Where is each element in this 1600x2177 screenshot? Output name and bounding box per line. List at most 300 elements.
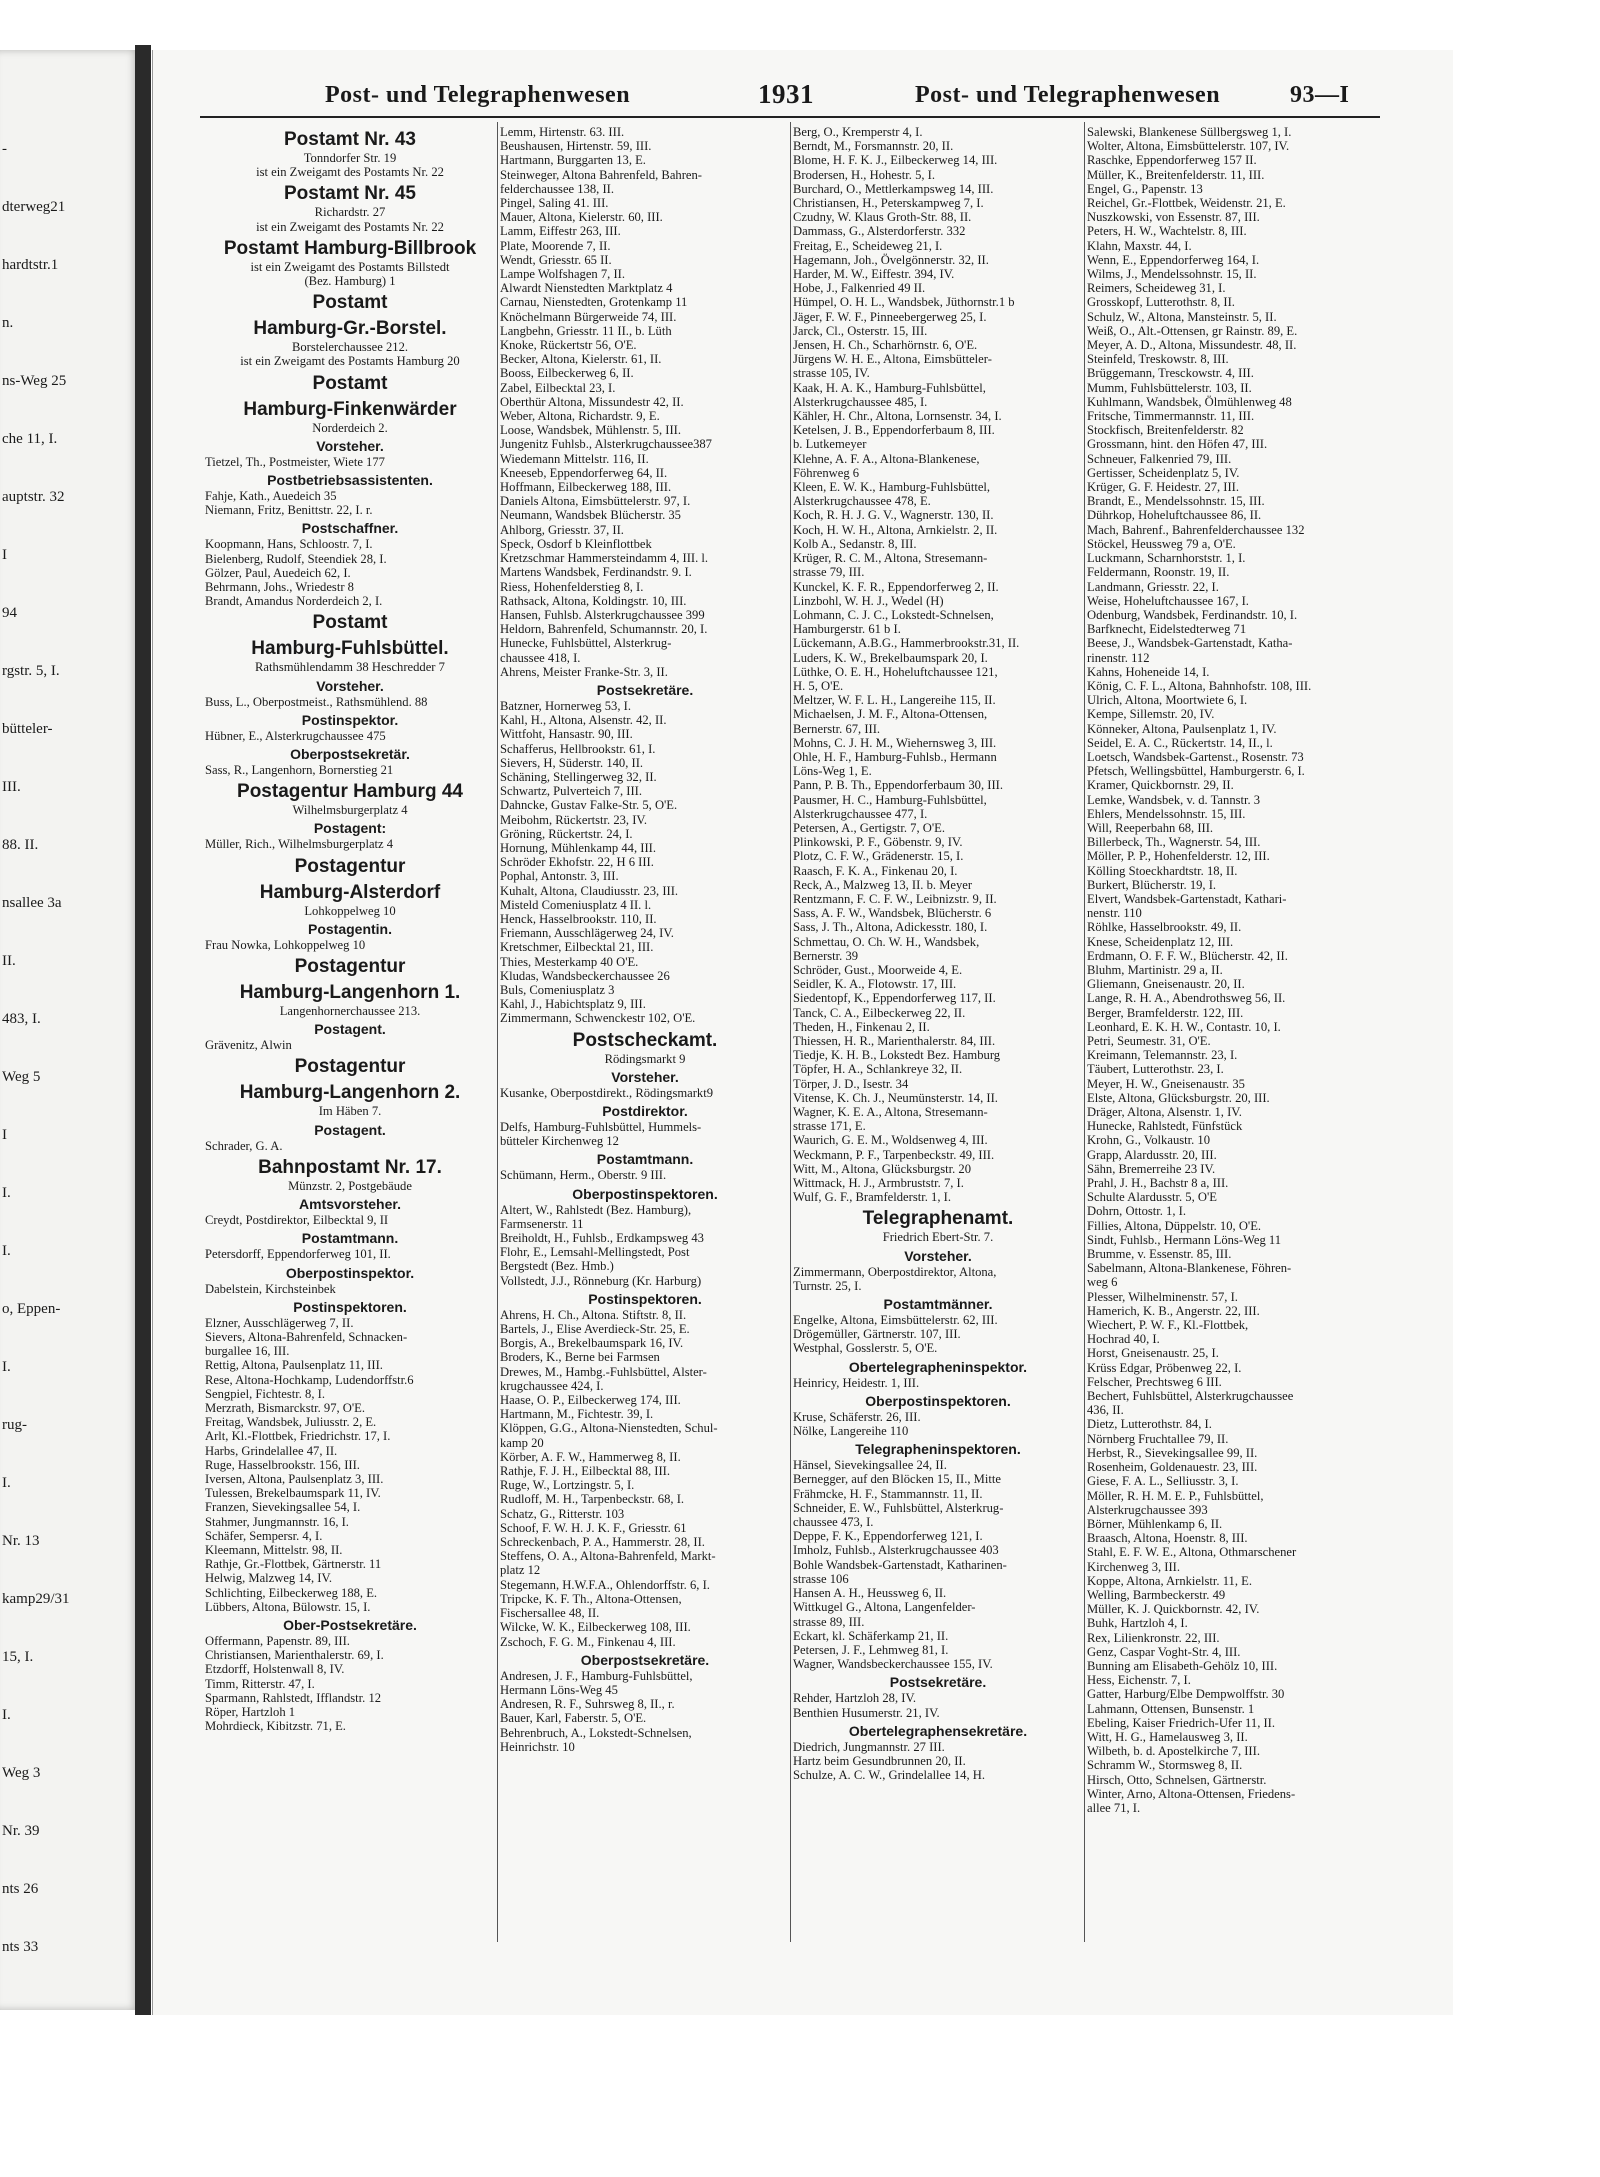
directory-entry: Grävenitz, Alwin xyxy=(205,1038,292,1053)
section-heading: Postinspektoren. xyxy=(293,1298,407,1315)
office-heading: Postamt xyxy=(312,612,388,634)
directory-entry: Kludas, Wandsbeckerchaussee 26 xyxy=(500,968,670,983)
directory-entry: Pfetsch, Wellingsbüttel, Hamburgerstr. 6, I. xyxy=(1087,764,1305,779)
directory-entry: Deppe, F. K., Eppendorferweg 121, I. xyxy=(793,1529,983,1544)
running-title-left: Post- und Telegraphenwesen xyxy=(325,82,631,108)
directory-entry: Mumm, Fuhlsbüttelerstr. 103, II. xyxy=(1087,380,1252,395)
directory-entry: Täubert, Lutterothstr. 23, I. xyxy=(1087,1062,1224,1077)
previous-page-fragment: I xyxy=(2,1127,7,1143)
directory-entry: Elzner, Ausschlägerweg 7, II. xyxy=(205,1315,354,1330)
directory-entry: Buhk, Hartzloh 4, I. xyxy=(1087,1616,1188,1631)
previous-page-fragment: bütteler- xyxy=(2,721,53,737)
directory-entry: Hochrad 40, I. xyxy=(1087,1332,1160,1347)
directory-entry: Hartmann, Burggarten 13, E. xyxy=(500,153,646,168)
directory-entry: Horst, Gneisenaustr. 25, I. xyxy=(1087,1346,1219,1361)
directory-entry: Wittkugel G., Altona, Langenfelder- xyxy=(793,1600,976,1615)
directory-entry: Wittmack, H. J., Armbruststr. 7, I. xyxy=(793,1176,964,1191)
directory-entry: Schneider, E. W., Fuhlsbüttel, Alsterkrug- xyxy=(793,1500,1004,1515)
directory-entry: Tripcke, K. F. Th., Altona-Ottensen, xyxy=(500,1591,682,1606)
directory-entry: Drögemüller, Gärtnerstr. 107, III. xyxy=(793,1327,961,1342)
directory-entry: Kolb A., Sedanstr. 8, III. xyxy=(793,536,917,551)
directory-entry: Knoke, Rückertstr 56, O'E. xyxy=(500,338,637,353)
directory-entry: Michaelsen, J. M. F., Altona-Ottensen, xyxy=(793,707,988,722)
directory-entry: Beushausen, Hirtenstr. 59, III. xyxy=(500,139,652,154)
directory-entry: Elste, Altona, Glücksburgstr. 20, III. xyxy=(1087,1090,1270,1105)
directory-entry: Breiholdt, H., Fuhlsb., Erdkampsweg 43 xyxy=(500,1231,704,1246)
directory-entry: Imholz, Fuhlsb., Alsterkrugchaussee 403 xyxy=(793,1543,999,1558)
office-address: Friedrich Ebert-Str. 7. xyxy=(882,1230,994,1245)
office-heading: Hamburg-Finkenwärder xyxy=(243,398,457,420)
directory-entry: Hornung, Mühlenkamp 44, III. xyxy=(500,840,656,855)
directory-entry: Stahl, E. F. W. E., Altona, Othmarschener xyxy=(1087,1545,1297,1560)
directory-entry: Körber, A. F. W., Hammerweg 8, II. xyxy=(500,1449,681,1464)
previous-page-fragment: I. xyxy=(2,1359,11,1375)
directory-entry: Kähler, H. Chr., Altona, Lornsenstr. 34, I. xyxy=(793,409,1002,424)
directory-entry: Salewski, Blankenese Süllbergsweg 1, I. xyxy=(1087,125,1292,139)
directory-entry: Witt, H. G., Hamelausweg 3, II. xyxy=(1087,1729,1248,1744)
directory-entry: Berndt, M., Forsmannstr. 20, II. xyxy=(793,139,954,154)
directory-entry: Raasch, F. K. A., Finkenau 20, I. xyxy=(793,863,958,878)
directory-entry: Röhlke, Hasselbrookstr. 49, II. xyxy=(1087,920,1242,935)
directory-entry: Andresen, R. F., Suhrsweg 8, II., r. xyxy=(500,1697,675,1712)
directory-entry: Odenburg, Wandsbek, Ferdinandstr. 10, I. xyxy=(1087,607,1298,622)
directory-entry: Schreckenbach, P. A., Hammerstr. 28, II. xyxy=(500,1535,705,1550)
directory-entry: Jarck, Cl., Osterstr. 15, III. xyxy=(793,323,928,338)
directory-entry: Hübner, E., Alsterkrugchaussee 475 xyxy=(205,728,386,743)
section-heading: Postamtmänner. xyxy=(883,1296,993,1313)
directory-entry: Löns-Weg 1, E. xyxy=(793,764,872,779)
directory-entry: Frähmcke, H. F., Stammannstr. 11, II. xyxy=(793,1486,983,1501)
directory-entry: Leonhard, E. K. H. W., Contastr. 10, I. xyxy=(1087,1019,1281,1034)
directory-entry: Ohle, H. F., Hamburg-Fuhlsb., Hermann xyxy=(793,749,997,764)
directory-entry: Sähn, Bremerreihe 23 IV. xyxy=(1087,1161,1216,1176)
directory-entry: Oberthür Altona, Missundestr 42, II. xyxy=(500,394,684,409)
directory-entry: Rese, Altona-Hochkamp, Ludendorffstr.6 xyxy=(205,1372,414,1387)
directory-entry: Hamerich, K. B., Angerstr. 22, III. xyxy=(1087,1303,1260,1318)
section-heading: Obertelegraphensekretäre. xyxy=(848,1722,1028,1739)
previous-page-fragment: kamp29/31 xyxy=(2,1591,70,1607)
column-2 xyxy=(500,125,790,1754)
directory-entry: Rentzmann, F. C. F. W., Leibnizstr. 9, II. xyxy=(793,891,997,906)
directory-entry: Röper, Hartzloh 1 xyxy=(205,1704,296,1719)
directory-entry: Bunning am Elisabeth-Gehölz 10, III. xyxy=(1087,1658,1278,1673)
previous-page-fragment: I. xyxy=(2,1707,11,1723)
directory-entry: Schoof, F. W. H. J. K. F., Griesstr. 61 xyxy=(500,1520,687,1535)
directory-entry: Bluhm, Martinistr. 29 a, II. xyxy=(1087,962,1223,977)
office-address: Borstelerchaussee 212. xyxy=(291,340,409,355)
previous-page-fragment: I. xyxy=(2,1475,11,1491)
section-heading: Postagent. xyxy=(314,1121,386,1138)
directory-entry: Krüger, G. F. Heidestr. 27, III. xyxy=(1087,480,1240,495)
directory-entry: Kahns, Hoheneide 14, I. xyxy=(1087,664,1210,679)
directory-entry: Brüggemann, Tresckowstr. 4, III. xyxy=(1087,366,1254,381)
directory-entry: Raschke, Eppendorferweg 157 II. xyxy=(1087,153,1257,168)
directory-entry: Hänsel, Sievekingsallee 24, II. xyxy=(793,1458,947,1473)
directory-entry: H. 5, O'E. xyxy=(793,678,844,693)
directory-entry: Gertisser, Scheidenplatz 5, IV. xyxy=(1087,465,1240,480)
previous-page-fragment: - xyxy=(2,141,7,157)
previous-page-fragment: 88. II. xyxy=(2,837,39,853)
office-heading: Postagentur xyxy=(294,956,406,978)
directory-entry: Beese, J., Wandsbek-Gartenstadt, Katha- xyxy=(1087,636,1293,651)
directory-entry: Bechert, Fuhlsbüttel, Alsterkrugchaussee xyxy=(1087,1389,1294,1404)
directory-entry: Klöppen, G.G., Altona-Nienstedten, Schul- xyxy=(500,1421,718,1436)
directory-entry: Dabelstein, Kirchsteinbek xyxy=(205,1281,336,1296)
directory-entry: Gatter, Harburg/Elbe Dempwolffstr. 30 xyxy=(1087,1687,1285,1702)
directory-entry: Batzner, Hornerweg 53, I. xyxy=(500,698,631,713)
directory-entry: Sass, J. Th., Altona, Adickesstr. 180, I. xyxy=(793,920,988,935)
directory-entry: Hagemann, Joh., Övelgönnerstr. 32, II. xyxy=(793,252,989,267)
section-heading: Vorsteher. xyxy=(611,1068,679,1085)
directory-entry: Weise, Hoheluftchaussee 167, I. xyxy=(1087,593,1249,608)
directory-entry: Berg, O., Kremperstr 4, I. xyxy=(793,125,923,139)
directory-entry: Vollstedt, J.J., Rönneburg (Kr. Harburg) xyxy=(500,1273,702,1288)
section-heading: Postschaffner. xyxy=(301,520,399,537)
directory-entry: Schafferus, Hellbrookstr. 61, I. xyxy=(500,741,656,756)
directory-entry: Gliemann, Gneisenaustr. 20, II. xyxy=(1087,977,1245,992)
directory-entry: Koch, H. W. H., Altona, Arnkielstr. 2, II. xyxy=(793,522,998,537)
directory-entry: Misteld Comeniusplatz 4 II. l. xyxy=(500,897,652,912)
directory-entry: Reichel, Gr.-Flottbek, Weidenstr. 21, E. xyxy=(1087,196,1286,211)
directory-entry: Knöchelmann Bürgerweide 74, III. xyxy=(500,309,677,324)
directory-entry: Gröning, Rückertstr. 24, I. xyxy=(500,826,633,841)
directory-entry: Bernegger, auf den Blöcken 15, II., Mitte xyxy=(793,1472,1001,1487)
directory-entry: Schröder, Gust., Moorweide 4, E. xyxy=(793,962,963,977)
directory-entry: Engelke, Altona, Eimsbüttelerstr. 62, III. xyxy=(793,1313,998,1328)
directory-entry: Kleen, E. W. K., Hamburg-Fuhlsbüttel, xyxy=(793,480,991,495)
directory-entry: Dahncke, Gustav Falke-Str. 5, O'E. xyxy=(500,798,678,813)
directory-entry: Bartels, J., Elise Averdieck-Str. 25, E. xyxy=(500,1322,690,1337)
directory-entry: Steinfeld, Treskowstr. 8, III. xyxy=(1087,352,1229,367)
directory-entry: Sass, R., Langenhorn, Bornerstieg 21 xyxy=(205,763,394,778)
directory-entry: Ebeling, Kaiser Friedrich-Ufer 11, II. xyxy=(1087,1715,1276,1730)
directory-entry: Schäning, Stellingerweg 32, II. xyxy=(500,769,657,784)
office-address: ist ein Zweigamt des Postamts Billstedt xyxy=(250,259,450,274)
directory-entry: Seidel, E. A. C., Rückertstr. 14, II., l. xyxy=(1087,735,1273,750)
directory-entry: Kruse, Schäferstr. 26, III. xyxy=(793,1409,921,1424)
directory-entry: Töpfer, H. A., Schlankreye 32, II. xyxy=(793,1062,963,1077)
directory-entry: Fischersallee 48, II. xyxy=(500,1606,600,1621)
section-heading: Postamtmann. xyxy=(596,1151,694,1168)
previous-page-fragment: dterweg21 xyxy=(2,199,66,215)
column-divider xyxy=(497,122,498,1942)
directory-entry: Heldorn, Bahrenfeld, Schumannstr. 20, I. xyxy=(500,622,708,637)
directory-entry: Tiedje, K. H. B., Lokstedt Bez. Hamburg xyxy=(793,1048,1001,1063)
directory-entry: Pophal, Antonstr. 3, III. xyxy=(500,869,619,884)
directory-entry: Helwig, Malzweg 14, IV. xyxy=(205,1571,333,1586)
directory-entry: Mohns, C. J. H. M., Wiehernsweg 3, III. xyxy=(793,735,997,750)
directory-entry: Pingel, Saling 41. III. xyxy=(500,196,609,211)
directory-entry: Kleemann, Mittelstr. 98, II. xyxy=(205,1542,343,1557)
directory-entry: Wilbeth, b. d. Apostelkirche 7, III. xyxy=(1087,1744,1260,1759)
section-heading: Vorsteher. xyxy=(316,677,384,694)
previous-page-fragment: hardtstr.1 xyxy=(2,257,59,273)
directory-entry: Drewes, M., Hambg.-Fuhlsbüttel, Alster- xyxy=(500,1364,707,1379)
directory-entry: Kahl, J., Habichtsplatz 9, III. xyxy=(500,997,646,1012)
directory-entry: Friemann, Ausschlägerweg 24, IV. xyxy=(500,926,674,941)
previous-page-fragment: Nr. 39 xyxy=(2,1823,40,1839)
office-heading: Hamburg-Gr.-Borstel. xyxy=(253,318,447,340)
office-address: Rödingsmarkt 9 xyxy=(604,1051,686,1066)
directory-entry: Hirsch, Otto, Schnelsen, Gärtnerstr. xyxy=(1087,1772,1267,1787)
directory-entry: strasse 106 xyxy=(793,1571,849,1586)
directory-entry: Sievers, H, Süderstr. 140, II. xyxy=(500,755,644,770)
directory-entry: Krüss Edgar, Pröbenweg 22, I. xyxy=(1087,1360,1242,1375)
directory-entry: Witt, M., Altona, Glücksburgstr. 20 xyxy=(793,1161,972,1176)
office-heading: Hamburg-Fuhlsbüttel. xyxy=(251,638,449,660)
directory-entry: Zimmermann, Schwenckestr 102, O'E. xyxy=(500,1011,696,1026)
directory-entry: Sabelmann, Altona-Blankenese, Föhren- xyxy=(1087,1261,1292,1276)
directory-entry: Elvert, Wandsbek-Gartenstadt, Kathari- xyxy=(1087,891,1287,906)
directory-entry: Dammass, G., Alsterdorferstr. 332 xyxy=(793,224,966,239)
directory-entry: Mohrdieck, Kibitzstr. 71, E. xyxy=(205,1719,346,1734)
directory-entry: Booss, Eilbeckerweg 6, II. xyxy=(500,366,634,381)
directory-entry: Schlichting, Eilbeckerweg 188, E. xyxy=(205,1585,378,1600)
directory-entry: Wolter, Altona, Eimsbüttelerstr. 107, IV. xyxy=(1087,139,1290,154)
column-4 xyxy=(1087,125,1382,1815)
directory-entry: Langbehn, Griesstr. 11 II., b. Lüth xyxy=(500,323,672,338)
previous-page-fragment: 483, I. xyxy=(2,1011,41,1027)
directory-entry: Ketelsen, J. B., Eppendorferbaum 8, III. xyxy=(793,423,995,438)
previous-page-fragment: n. xyxy=(2,315,14,331)
directory-entry: Rudloff, M. H., Tarpenbeckstr. 68, I. xyxy=(500,1492,685,1507)
directory-entry: Börner, Mühlenkamp 6, II. xyxy=(1087,1516,1223,1531)
previous-page-fragment: nsallee 3a xyxy=(2,895,62,911)
directory-entry: Plate, Moorende 7, II. xyxy=(500,238,611,253)
directory-entry: Meyer, H. W., Gneisenaustr. 35 xyxy=(1087,1076,1245,1091)
directory-entry: Heinrichstr. 10 xyxy=(500,1739,575,1754)
section-heading: Telegrapheninspektoren. xyxy=(855,1441,1021,1458)
directory-entry: chaussee 418, I. xyxy=(500,650,581,665)
directory-entry: Schmettau, O. Ch. W. H., Wandsbek, xyxy=(793,934,980,949)
directory-entry: Hartz beim Gesundbrunnen 20, II. xyxy=(793,1753,966,1768)
directory-entry: Henck, Hasselbrookstr. 110, II. xyxy=(500,911,657,926)
directory-entry: Bauer, Karl, Faberstr. 5, O'E. xyxy=(500,1711,647,1726)
directory-entry: Jensen, H. Ch., Scharhörnstr. 6, O'E. xyxy=(793,338,978,353)
office-address: Rathsmühlendamm 38 Heschredder 7 xyxy=(255,660,445,675)
office-heading: Postamt xyxy=(312,372,388,394)
directory-entry: Linzbohl, W. H. J., Wedel (H) xyxy=(793,593,944,608)
directory-entry: Thiessen, H. R., Marienthalerstr. 84, III. xyxy=(793,1034,996,1048)
directory-entry: Engel, G., Papenstr. 13 xyxy=(1087,181,1203,196)
directory-entry: Brandt, E., Mendelssohnstr. 15, III. xyxy=(1087,494,1265,509)
section-heading: Oberpostinspektor. xyxy=(285,1264,415,1281)
directory-entry: Barfknecht, Eidelstedterweg 71 xyxy=(1087,622,1247,637)
directory-entry: Rathje, Gr.-Flottbek, Gärtnerstr. 11 xyxy=(205,1557,382,1572)
directory-entry: Sengpiel, Fichtestr. 8, I. xyxy=(205,1386,325,1401)
office-address: Richardstr. 27 xyxy=(314,205,386,220)
directory-entry: Brandt, Amandus Norderdeich 2, I. xyxy=(205,594,383,609)
directory-entry: Iversen, Altona, Paulsenplatz 3, III. xyxy=(205,1471,384,1486)
directory-entry: Rosenheim, Goldenauestr. 23, III. xyxy=(1087,1460,1258,1475)
directory-entry: nenstr. 110 xyxy=(1087,906,1142,921)
directory-entry: Weiß, O., Alt.-Ottensen, gr Rainstr. 89, E. xyxy=(1087,323,1298,338)
directory-entry: Offermann, Papenstr. 89, III. xyxy=(205,1633,350,1648)
previous-page-fragment: nts 33 xyxy=(2,1939,39,1955)
directory-entry: allee 71, I. xyxy=(1087,1800,1141,1815)
directory-entry: Zschoch, F. G. M., Finkenau 4, III. xyxy=(500,1634,676,1649)
directory-entry: König, C. F. L., Altona, Bahnhofstr. 108, III. xyxy=(1087,678,1312,693)
directory-entry: strasse 105, IV. xyxy=(793,366,870,381)
directory-entry: Schwartz, Pulverteich 7, III. xyxy=(500,784,642,799)
directory-entry: Prahl, J. H., Bachstr 8 a, III. xyxy=(1087,1176,1229,1191)
directory-entry: Schulte Alardusstr. 5, O'E xyxy=(1087,1190,1217,1205)
directory-entry: Benthien Husumerstr. 21, IV. xyxy=(793,1705,940,1720)
directory-entry: Hess, Eichenstr. 7, I. xyxy=(1087,1673,1191,1688)
office-address: Tonndorfer Str. 19 xyxy=(303,151,397,165)
directory-entry: Carnau, Nienstedten, Grotenkamp 11 xyxy=(500,295,688,310)
office-address: Norderdeich 2. xyxy=(312,420,388,435)
directory-entry: Hartmann, M., Fichtestr. 39, I. xyxy=(500,1407,654,1422)
directory-entry: Möller, R. H. M. E. P., Fuhlsbüttel, xyxy=(1087,1488,1264,1503)
section-heading: Oberpostinspektoren. xyxy=(572,1185,718,1202)
directory-entry: felderchaussee 138, II. xyxy=(500,181,614,196)
office-heading: Postamt Nr. 45 xyxy=(284,183,416,205)
directory-entry: Hamburgerstr. 61 b I. xyxy=(793,622,901,637)
previous-page-fragment: o, Eppen- xyxy=(2,1301,61,1317)
directory-entry: Wiechert, P. W. F., Kl.-Flottbek, xyxy=(1087,1318,1249,1333)
section-heading: Vorsteher. xyxy=(904,1247,972,1264)
directory-entry: Wagner, K. E. A., Altona, Stresemann- xyxy=(793,1105,988,1120)
previous-page-fragment: II. xyxy=(2,953,16,969)
directory-entry: Welling, Barmbeckerstr. 49 xyxy=(1087,1587,1226,1602)
directory-entry: Hunecke, Fuhlsbüttel, Alsterkrug- xyxy=(500,636,672,651)
previous-page-fragment: auptstr. 32 xyxy=(2,489,65,505)
column-3 xyxy=(793,125,1083,1782)
directory-entry: Kuhlmann, Wandsbek, Ölmühlenweg 48 xyxy=(1087,394,1292,409)
previous-page-fragment: I. xyxy=(2,1185,11,1201)
directory-entry: Bohle Wandsbek-Gartenstadt, Katharinen- xyxy=(793,1557,1007,1572)
directory-entry: Felscher, Prechtsweg 6 III. xyxy=(1087,1374,1222,1389)
previous-page-fragment: Weg 5 xyxy=(2,1069,41,1085)
directory-entry: Lüthke, O. E. H., Hoheluftchaussee 121, xyxy=(793,664,998,679)
book-gutter xyxy=(135,45,151,2015)
directory-entry: Wendt, Griesstr. 65 II. xyxy=(500,252,612,267)
directory-entry: Nuszkowski, von Essenstr. 87, III. xyxy=(1087,210,1260,225)
previous-page-fragment: Weg 3 xyxy=(2,1765,41,1781)
directory-entry: strasse 89, III. xyxy=(793,1614,865,1629)
directory-entry: Loose, Wandsbek, Mühlenstr. 5, III. xyxy=(500,423,681,438)
directory-entry: Plesser, Wilhelminenstr. 57, I. xyxy=(1087,1289,1238,1304)
directory-entry: Schümann, Herm., Oberstr. 9 III. xyxy=(500,1168,667,1183)
directory-entry: Wittfoht, Hansastr. 90, III. xyxy=(500,727,633,742)
directory-entry: Wenn, E., Eppendorferweg 164, I. xyxy=(1087,252,1260,267)
directory-entry: Steinweger, Altona Bahrenfeld, Bahren- xyxy=(500,167,702,182)
directory-entry: Rathsack, Altona, Koldingstr. 10, III. xyxy=(500,593,687,608)
directory-entry: Arlt, Kl.-Flottbek, Friedrichstr. 17, I. xyxy=(205,1429,391,1444)
directory-entry: Jungenitz Fuhlsb., Alsterkrugchaussee387 xyxy=(500,437,712,452)
directory-entry: Hermann Löns-Weg 45 xyxy=(500,1682,618,1697)
directory-entry: Zabel, Eilbecktal 23, I. xyxy=(500,380,616,395)
directory-entry: Lohmann, C. J. C., Lokstedt-Schnelsen, xyxy=(793,607,994,622)
section-heading: Postsekretäre. xyxy=(889,1674,987,1691)
directory-entry: Reimers, Scheideweg 31, I. xyxy=(1087,281,1226,296)
directory-entry: Gölzer, Paul, Auedeich 62, I. xyxy=(205,565,351,580)
directory-entry: Delfs, Hamburg-Fuhlsbüttel, Hummels- xyxy=(500,1120,702,1134)
directory-entry: Sievers, Altona-Bahrenfeld, Schnacken- xyxy=(205,1329,408,1344)
directory-entry: Sindt, Fuhlsb., Hermann Löns-Weg 11 xyxy=(1087,1232,1282,1247)
directory-entry: Kuhalt, Altona, Claudiusstr. 23, III. xyxy=(500,883,679,898)
directory-entry: Daniels Altona, Eimsbüttelerstr. 97, I. xyxy=(500,494,691,509)
directory-entry: Mach, Bahrenf., Bahrenfelderchaussee 132 xyxy=(1087,522,1305,537)
directory-entry: Creydt, Postdirektor, Eilbecktal 9, II xyxy=(205,1213,389,1228)
office-address: ist ein Zweigamt des Postamts Nr. 22 xyxy=(256,219,444,234)
directory-entry: Frau Nowka, Lohkoppelweg 10 xyxy=(205,937,366,952)
directory-entry: Grosskopf, Lutterothstr. 8, II. xyxy=(1087,295,1235,310)
directory-entry: Petri, Seumestr. 31, O'E. xyxy=(1087,1034,1211,1048)
directory-entry: Wulf, G. F., Bramfelderstr. 1, I. xyxy=(793,1190,951,1205)
directory-entry: Krüger, R. C. M., Altona, Stresemann- xyxy=(793,551,988,566)
directory-entry: Wagner, Wandsbeckerchaussee 155, IV. xyxy=(793,1657,993,1672)
directory-entry: Herbst, R., Sievekingsallee 99, II. xyxy=(1087,1445,1258,1460)
section-heading: Obertelegrapheninspektor. xyxy=(848,1358,1028,1375)
directory-entry: Burkert, Blücherstr. 19, I. xyxy=(1087,877,1217,892)
directory-entry: Ehlers, Mendelssohnstr. 15, III. xyxy=(1087,806,1246,821)
directory-entry: Grossmann, hint. den Höfen 47, III. xyxy=(1087,437,1268,452)
directory-entry: Dietz, Lutterothstr. 84, I. xyxy=(1087,1417,1212,1432)
directory-entry: Sparmann, Rahlstedt, Ifflandstr. 12 xyxy=(205,1690,382,1705)
directory-entry: Peters, H. W., Wachtelstr. 8, III. xyxy=(1087,224,1247,239)
directory-entry: Christiansen, Marienthalerstr. 69, I. xyxy=(205,1648,384,1663)
directory-entry: Czudny, W. Klaus Groth-Str. 88, II. xyxy=(793,210,972,225)
section-heading: Postsekretäre. xyxy=(596,681,694,698)
previous-page-fragment: ns-Weg 25 xyxy=(2,373,67,389)
directory-entry: platz 12 xyxy=(500,1563,541,1578)
office-address: (Bez. Hamburg) 1 xyxy=(304,274,396,289)
directory-entry: Landmann, Griesstr. 22, I. xyxy=(1087,579,1219,594)
office-heading: Hamburg-Langenhorn 1. xyxy=(239,982,461,1004)
directory-entry: Müller, Rich., Wilhelmsburgerplatz 4 xyxy=(205,837,394,852)
directory-entry: Petersdorff, Eppendorferweg 101, II. xyxy=(205,1247,391,1262)
directory-entry: Tulessen, Brekelbaumspark 11, IV. xyxy=(205,1486,381,1501)
office-heading: Postagentur xyxy=(294,855,406,877)
directory-entry: Kretschmer, Eilbecktal 21, III. xyxy=(500,940,654,955)
directory-entry: krugchaussee 424, I. xyxy=(500,1378,604,1393)
directory-entry: Koppe, Altona, Arnkielstr. 11, E. xyxy=(1087,1573,1252,1588)
directory-entry: Harbs, Grindelallee 47, II. xyxy=(205,1443,338,1458)
office-address: Langenhornerchaussee 213. xyxy=(279,1004,421,1019)
directory-entry: Luders, K. W., Brekelbaumspark 20, I. xyxy=(793,650,988,665)
directory-entry: Martens Wandsbek, Ferdinandstr. 9. I. xyxy=(500,565,692,580)
directory-entry: Buls, Comeniusplatz 3 xyxy=(500,982,615,997)
directory-entry: Müller, K. J. Quickbornstr. 42, IV. xyxy=(1087,1602,1260,1617)
directory-entry: Lübbers, Altona, Bülowstr. 15, I. xyxy=(205,1599,371,1614)
directory-entry: Lemke, Wandsbek, v. d. Tannstr. 3 xyxy=(1087,792,1261,807)
directory-entry: Schneuer, Falkenried 79, III. xyxy=(1087,451,1232,466)
directory-entry: Tietzel, Th., Postmeister, Wiete 177 xyxy=(205,454,385,469)
directory-entry: Schulz, W., Altona, Mansteinstr. 5, II. xyxy=(1087,309,1277,324)
directory-entry: Brodersen, H., Hohestr. 5, I. xyxy=(793,167,936,182)
directory-entry: Törper, J. D., Isestr. 34 xyxy=(793,1076,909,1091)
directory-entry: Krohn, G., Volkaustr. 10 xyxy=(1087,1133,1211,1148)
directory-entry: bütteler Kirchenweg 12 xyxy=(500,1134,619,1149)
office-heading: Postagentur Hamburg 44 xyxy=(237,781,463,803)
section-heading: Postinspektor. xyxy=(301,711,399,728)
directory-entry: Lampe Wolfshagen 7, II. xyxy=(500,267,626,282)
directory-entry: strasse 171, E. xyxy=(793,1119,866,1134)
directory-entry: Rehder, Hartzloh 28, IV. xyxy=(793,1691,917,1706)
directory-entry: Buss, L., Oberpostmeist., Rathsmühlend. 88 xyxy=(205,694,428,709)
page-number: 93—I xyxy=(1290,82,1350,108)
directory-entry: Lahmann, Ottensen, Bunsenstr. 1 xyxy=(1087,1701,1255,1716)
directory-entry: Pausmer, H. C., Hamburg-Fuhlsbüttel, xyxy=(793,792,987,807)
directory-entry: Plotz, C. F. W., Grädenerstr. 15, I. xyxy=(793,849,964,864)
directory-entry: Seidler, K. A., Flotowstr. 17, III. xyxy=(793,977,957,992)
directory-entry: Speck, Osdorf b Kleinflottbek xyxy=(500,536,652,551)
directory-entry: Winter, Arno, Altona-Ottensen, Friedens- xyxy=(1087,1786,1296,1801)
directory-entry: Broders, K., Berne bei Farmsen xyxy=(500,1350,660,1365)
directory-entry: Möller, P. P., Hohenfelderstr. 12, III. xyxy=(1087,849,1270,864)
